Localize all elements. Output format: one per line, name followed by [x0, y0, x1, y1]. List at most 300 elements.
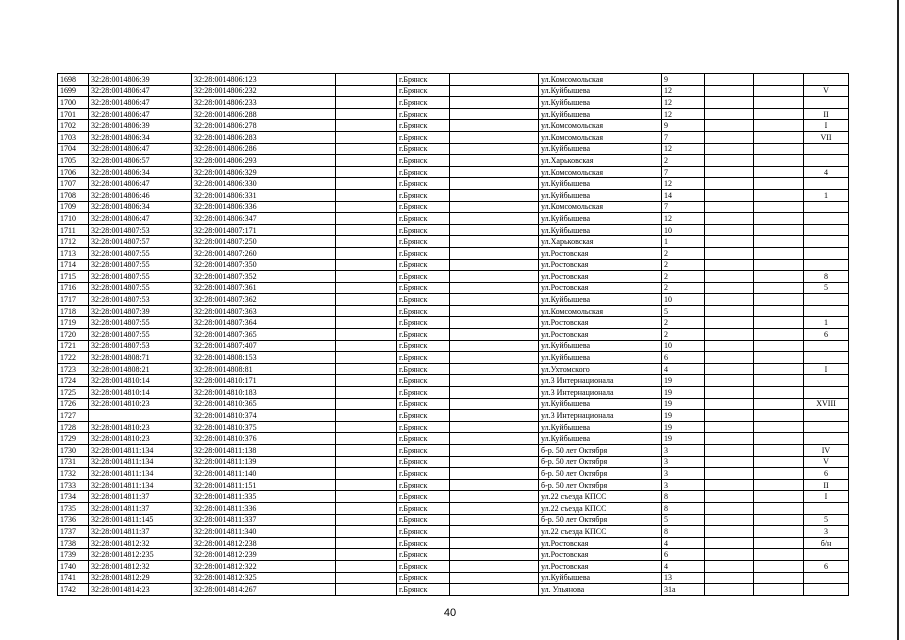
empty-cell	[705, 410, 754, 422]
empty-cell	[450, 294, 539, 306]
row-number-cell: 1739	[58, 549, 89, 561]
city-cell: г.Брянск	[397, 294, 450, 306]
cadastral-quarter-cell: 32:28:0014806:47	[89, 108, 192, 120]
row-number-cell: 1713	[58, 247, 89, 259]
empty-cell	[705, 549, 754, 561]
street-cell: ул. Ульянова	[539, 584, 662, 596]
table-row	[58, 271, 849, 283]
house-number-cell: 19	[662, 433, 705, 445]
table-row	[58, 201, 849, 213]
apartment-cell	[804, 305, 849, 317]
house-number-cell: 13	[662, 572, 705, 584]
apartment-cell	[804, 143, 849, 155]
house-number-cell: 10	[662, 340, 705, 352]
empty-cell	[754, 445, 804, 457]
city-cell: г.Брянск	[397, 502, 450, 514]
house-number-cell: 12	[662, 108, 705, 120]
table-row	[58, 155, 849, 167]
street-cell: ул.Куйбышева	[539, 433, 662, 445]
apartment-cell: V	[804, 85, 849, 97]
cadastral-quarter-cell: 32:28:0014807:53	[89, 294, 192, 306]
cadastral-quarter-cell: 32:28:0014807:55	[89, 259, 192, 271]
empty-cell	[450, 491, 539, 503]
cadastral-number-cell: 32:28:0014812:238	[192, 537, 336, 549]
row-number-cell: 1698	[58, 74, 89, 86]
empty-cell	[705, 421, 754, 433]
apartment-cell	[804, 247, 849, 259]
table-row	[58, 143, 849, 155]
empty-cell	[450, 236, 539, 248]
street-cell: ул.Ростовская	[539, 329, 662, 341]
empty-cell	[754, 433, 804, 445]
cadastral-quarter-cell: 32:28:0014811:134	[89, 468, 192, 480]
empty-cell	[450, 468, 539, 480]
cadastral-number-cell: 32:28:0014806:347	[192, 213, 336, 225]
empty-cell	[754, 247, 804, 259]
apartment-cell: 5	[804, 282, 849, 294]
row-number-cell: 1724	[58, 375, 89, 387]
empty-cell	[336, 340, 397, 352]
cadastral-quarter-cell: 32:28:0014807:55	[89, 329, 192, 341]
empty-cell	[705, 305, 754, 317]
empty-cell	[336, 97, 397, 109]
empty-cell	[705, 502, 754, 514]
empty-cell	[705, 491, 754, 503]
empty-cell	[754, 329, 804, 341]
empty-cell	[336, 502, 397, 514]
cadastral-quarter-cell: 32:28:0014807:55	[89, 247, 192, 259]
empty-cell	[705, 584, 754, 596]
empty-cell	[336, 271, 397, 283]
empty-cell	[450, 514, 539, 526]
house-number-cell: 2	[662, 282, 705, 294]
empty-cell	[754, 560, 804, 572]
house-number-cell: 6	[662, 352, 705, 364]
row-number-cell: 1702	[58, 120, 89, 132]
street-cell: ул.Комсомольская	[539, 305, 662, 317]
empty-cell	[450, 166, 539, 178]
empty-cell	[336, 433, 397, 445]
cadastral-number-cell: 32:28:0014811:138	[192, 445, 336, 457]
empty-cell	[450, 108, 539, 120]
empty-cell	[336, 131, 397, 143]
empty-cell	[450, 74, 539, 86]
table-row	[58, 259, 849, 271]
house-number-cell: 8	[662, 526, 705, 538]
empty-cell	[336, 375, 397, 387]
street-cell: ул.Куйбышева	[539, 294, 662, 306]
cadastral-quarter-cell: 32:28:0014806:34	[89, 166, 192, 178]
apartment-cell	[804, 584, 849, 596]
empty-cell	[754, 502, 804, 514]
street-cell: ул.Ростовская	[539, 560, 662, 572]
house-number-cell: 2	[662, 259, 705, 271]
cadastral-number-cell: 32:28:0014806:336	[192, 201, 336, 213]
row-number-cell: 1740	[58, 560, 89, 572]
house-number-cell: 14	[662, 189, 705, 201]
row-number-cell: 1714	[58, 259, 89, 271]
empty-cell	[450, 329, 539, 341]
house-number-cell: 3	[662, 479, 705, 491]
cadastral-quarter-cell: 32:28:0014811:134	[89, 445, 192, 457]
row-number-cell: 1730	[58, 445, 89, 457]
house-number-cell: 19	[662, 398, 705, 410]
house-number-cell: 8	[662, 502, 705, 514]
cadastral-quarter-cell: 32:28:0014807:55	[89, 317, 192, 329]
table-row	[58, 514, 849, 526]
empty-cell	[450, 178, 539, 190]
apartment-cell	[804, 178, 849, 190]
empty-cell	[705, 514, 754, 526]
city-cell: г.Брянск	[397, 143, 450, 155]
house-number-cell: 31а	[662, 584, 705, 596]
table-row	[58, 584, 849, 596]
apartment-cell: XVIII	[804, 398, 849, 410]
empty-cell	[450, 155, 539, 167]
empty-cell	[754, 236, 804, 248]
table-row	[58, 213, 849, 225]
empty-cell	[705, 189, 754, 201]
empty-cell	[754, 387, 804, 399]
empty-cell	[450, 352, 539, 364]
cadastral-quarter-cell: 32:28:0014807:55	[89, 271, 192, 283]
cadastral-number-cell: 32:28:0014807:362	[192, 294, 336, 306]
empty-cell	[754, 352, 804, 364]
street-cell: ул.Ростовская	[539, 247, 662, 259]
cadastral-number-cell: 32:28:0014806:123	[192, 74, 336, 86]
empty-cell	[336, 236, 397, 248]
city-cell: г.Брянск	[397, 387, 450, 399]
empty-cell	[450, 363, 539, 375]
empty-cell	[450, 201, 539, 213]
empty-cell	[336, 329, 397, 341]
empty-cell	[450, 421, 539, 433]
table-row	[58, 433, 849, 445]
empty-cell	[754, 271, 804, 283]
apartment-cell	[804, 549, 849, 561]
apartment-cell	[804, 421, 849, 433]
apartment-cell: 8	[804, 271, 849, 283]
row-number-cell: 1711	[58, 224, 89, 236]
page-number: 40	[443, 607, 457, 619]
city-cell: г.Брянск	[397, 491, 450, 503]
city-cell: г.Брянск	[397, 560, 450, 572]
house-number-cell: 2	[662, 247, 705, 259]
empty-cell	[705, 131, 754, 143]
apartment-cell: IV	[804, 445, 849, 457]
table-row	[58, 572, 849, 584]
cadastral-quarter-cell: 32:28:0014806:46	[89, 189, 192, 201]
house-number-cell: 1	[662, 236, 705, 248]
table-row	[58, 224, 849, 236]
apartment-cell: I	[804, 363, 849, 375]
apartment-cell: II	[804, 108, 849, 120]
apartment-cell	[804, 375, 849, 387]
street-cell: ул.Комсомольская	[539, 120, 662, 132]
city-cell: г.Брянск	[397, 398, 450, 410]
cadastral-quarter-cell: 32:28:0014810:23	[89, 433, 192, 445]
empty-cell	[336, 201, 397, 213]
empty-cell	[705, 247, 754, 259]
cadastral-quarter-cell: 32:28:0014806:47	[89, 143, 192, 155]
cadastral-quarter-cell: 32:28:0014806:39	[89, 74, 192, 86]
street-cell: б-р. 50 лет Октября	[539, 479, 662, 491]
empty-cell	[705, 259, 754, 271]
row-number-cell: 1710	[58, 213, 89, 225]
street-cell: ул.Харьковская	[539, 155, 662, 167]
cadastral-number-cell: 32:28:0014811:140	[192, 468, 336, 480]
house-number-cell: 12	[662, 213, 705, 225]
house-number-cell: 3	[662, 456, 705, 468]
empty-cell	[336, 305, 397, 317]
cadastral-number-cell: 32:28:0014806:286	[192, 143, 336, 155]
cadastral-quarter-cell: 32:28:0014807:57	[89, 236, 192, 248]
empty-cell	[754, 143, 804, 155]
empty-cell	[705, 294, 754, 306]
empty-cell	[705, 224, 754, 236]
empty-cell	[336, 166, 397, 178]
city-cell: г.Брянск	[397, 572, 450, 584]
table-row	[58, 502, 849, 514]
apartment-cell	[804, 155, 849, 167]
city-cell: г.Брянск	[397, 201, 450, 213]
empty-cell	[336, 143, 397, 155]
cadastral-quarter-cell: 32:28:0014810:14	[89, 375, 192, 387]
empty-cell	[336, 317, 397, 329]
table-row	[58, 491, 849, 503]
apartment-cell: 3	[804, 526, 849, 538]
house-number-cell: 19	[662, 410, 705, 422]
empty-cell	[336, 178, 397, 190]
row-number-cell: 1715	[58, 271, 89, 283]
empty-cell	[754, 375, 804, 387]
empty-cell	[754, 178, 804, 190]
cadastral-quarter-cell: 32:28:0014808:71	[89, 352, 192, 364]
cadastral-number-cell: 32:28:0014808:153	[192, 352, 336, 364]
house-number-cell: 9	[662, 120, 705, 132]
house-number-cell: 6	[662, 549, 705, 561]
apartment-cell: 1	[804, 189, 849, 201]
street-cell: ул.Ростовская	[539, 259, 662, 271]
street-cell: ул.3 Интернационала	[539, 375, 662, 387]
row-number-cell: 1735	[58, 502, 89, 514]
empty-cell	[754, 514, 804, 526]
city-cell: г.Брянск	[397, 120, 450, 132]
row-number-cell: 1718	[58, 305, 89, 317]
apartment-cell	[804, 572, 849, 584]
empty-cell	[336, 294, 397, 306]
cadastral-quarter-cell: 32:28:0014811:37	[89, 502, 192, 514]
empty-cell	[450, 410, 539, 422]
empty-cell	[705, 560, 754, 572]
empty-cell	[450, 433, 539, 445]
street-cell: ул.22 съезда КПСС	[539, 502, 662, 514]
house-number-cell: 3	[662, 445, 705, 457]
empty-cell	[705, 143, 754, 155]
empty-cell	[705, 282, 754, 294]
empty-cell	[754, 537, 804, 549]
city-cell: г.Брянск	[397, 178, 450, 190]
cadastral-quarter-cell: 32:28:0014811:37	[89, 526, 192, 538]
table-row	[58, 131, 849, 143]
city-cell: г.Брянск	[397, 549, 450, 561]
cadastral-quarter-cell: 32:28:0014806:39	[89, 120, 192, 132]
row-number-cell: 1737	[58, 526, 89, 538]
empty-cell	[754, 166, 804, 178]
registry-table-body	[58, 74, 849, 596]
empty-cell	[450, 584, 539, 596]
street-cell: ул.Ростовская	[539, 282, 662, 294]
apartment-cell	[804, 74, 849, 86]
empty-cell	[754, 282, 804, 294]
cadastral-quarter-cell: 32:28:0014814:23	[89, 584, 192, 596]
empty-cell	[754, 120, 804, 132]
empty-cell	[705, 363, 754, 375]
street-cell: ул.Комсомольская	[539, 74, 662, 86]
empty-cell	[754, 549, 804, 561]
house-number-cell: 12	[662, 97, 705, 109]
table-row	[58, 352, 849, 364]
empty-cell	[450, 445, 539, 457]
table-row	[58, 479, 849, 491]
empty-cell	[450, 97, 539, 109]
cadastral-number-cell: 32:28:0014812:239	[192, 549, 336, 561]
table-row	[58, 247, 849, 259]
empty-cell	[450, 247, 539, 259]
city-cell: г.Брянск	[397, 236, 450, 248]
empty-cell	[336, 537, 397, 549]
empty-cell	[450, 387, 539, 399]
street-cell: ул.Комсомольская	[539, 166, 662, 178]
cadastral-quarter-cell: 32:28:0014806:34	[89, 201, 192, 213]
apartment-cell	[804, 340, 849, 352]
cadastral-quarter-cell: 32:28:0014810:14	[89, 387, 192, 399]
row-number-cell: 1725	[58, 387, 89, 399]
city-cell: г.Брянск	[397, 97, 450, 109]
table-row	[58, 305, 849, 317]
empty-cell	[450, 479, 539, 491]
empty-cell	[336, 526, 397, 538]
city-cell: г.Брянск	[397, 317, 450, 329]
empty-cell	[705, 201, 754, 213]
row-number-cell: 1707	[58, 178, 89, 190]
house-number-cell: 9	[662, 74, 705, 86]
city-cell: г.Брянск	[397, 155, 450, 167]
empty-cell	[705, 387, 754, 399]
house-number-cell: 4	[662, 560, 705, 572]
cadastral-quarter-cell	[89, 410, 192, 422]
house-number-cell: 2	[662, 271, 705, 283]
apartment-cell	[804, 259, 849, 271]
city-cell: г.Брянск	[397, 456, 450, 468]
empty-cell	[754, 491, 804, 503]
empty-cell	[754, 363, 804, 375]
cadastral-number-cell: 32:28:0014810:171	[192, 375, 336, 387]
street-cell: ул.Комсомольская	[539, 131, 662, 143]
city-cell: г.Брянск	[397, 85, 450, 97]
empty-cell	[336, 468, 397, 480]
page-edge-rule	[897, 0, 899, 640]
empty-cell	[450, 549, 539, 561]
cadastral-number-cell: 32:28:0014807:407	[192, 340, 336, 352]
empty-cell	[705, 85, 754, 97]
empty-cell	[754, 421, 804, 433]
city-cell: г.Брянск	[397, 421, 450, 433]
empty-cell	[705, 74, 754, 86]
cadastral-quarter-cell: 32:28:0014806:47	[89, 213, 192, 225]
row-number-cell: 1721	[58, 340, 89, 352]
cadastral-quarter-cell: 32:28:0014806:47	[89, 85, 192, 97]
empty-cell	[754, 189, 804, 201]
empty-cell	[705, 398, 754, 410]
empty-cell	[705, 572, 754, 584]
table-row	[58, 363, 849, 375]
empty-cell	[450, 456, 539, 468]
house-number-cell: 12	[662, 178, 705, 190]
empty-cell	[705, 537, 754, 549]
house-number-cell: 10	[662, 224, 705, 236]
cadastral-quarter-cell: 32:28:0014812:32	[89, 537, 192, 549]
apartment-cell: 4	[804, 166, 849, 178]
empty-cell	[754, 317, 804, 329]
cadastral-quarter-cell: 32:28:0014807:39	[89, 305, 192, 317]
empty-cell	[754, 398, 804, 410]
house-number-cell: 12	[662, 143, 705, 155]
table-row	[58, 468, 849, 480]
cadastral-number-cell: 32:28:0014810:365	[192, 398, 336, 410]
empty-cell	[450, 85, 539, 97]
empty-cell	[754, 224, 804, 236]
cadastral-number-cell: 32:28:0014807:364	[192, 317, 336, 329]
cadastral-quarter-cell: 32:28:0014810:23	[89, 421, 192, 433]
empty-cell	[450, 526, 539, 538]
apartment-cell	[804, 433, 849, 445]
street-cell: ул.Куйбышева	[539, 85, 662, 97]
table-row	[58, 421, 849, 433]
empty-cell	[754, 456, 804, 468]
row-number-cell: 1722	[58, 352, 89, 364]
empty-cell	[705, 155, 754, 167]
empty-cell	[754, 340, 804, 352]
street-cell: ул.Ухтомского	[539, 363, 662, 375]
house-number-cell: 4	[662, 363, 705, 375]
cadastral-number-cell: 32:28:0014811:335	[192, 491, 336, 503]
table-row	[58, 537, 849, 549]
house-number-cell: 4	[662, 537, 705, 549]
empty-cell	[754, 74, 804, 86]
apartment-cell	[804, 410, 849, 422]
apartment-cell	[804, 201, 849, 213]
street-cell: ул.Куйбышева	[539, 97, 662, 109]
row-number-cell: 1728	[58, 421, 89, 433]
table-row	[58, 294, 849, 306]
cadastral-number-cell: 32:28:0014806:233	[192, 97, 336, 109]
apartment-cell: I	[804, 491, 849, 503]
street-cell: ул.Ростовская	[539, 549, 662, 561]
house-number-cell: 19	[662, 387, 705, 399]
cadastral-number-cell: 32:28:0014806:329	[192, 166, 336, 178]
empty-cell	[336, 363, 397, 375]
cadastral-quarter-cell: 32:28:0014807:53	[89, 224, 192, 236]
empty-cell	[336, 549, 397, 561]
empty-cell	[450, 271, 539, 283]
empty-cell	[705, 317, 754, 329]
empty-cell	[336, 398, 397, 410]
empty-cell	[336, 421, 397, 433]
apartment-cell: 5	[804, 514, 849, 526]
table-row	[58, 166, 849, 178]
empty-cell	[754, 479, 804, 491]
